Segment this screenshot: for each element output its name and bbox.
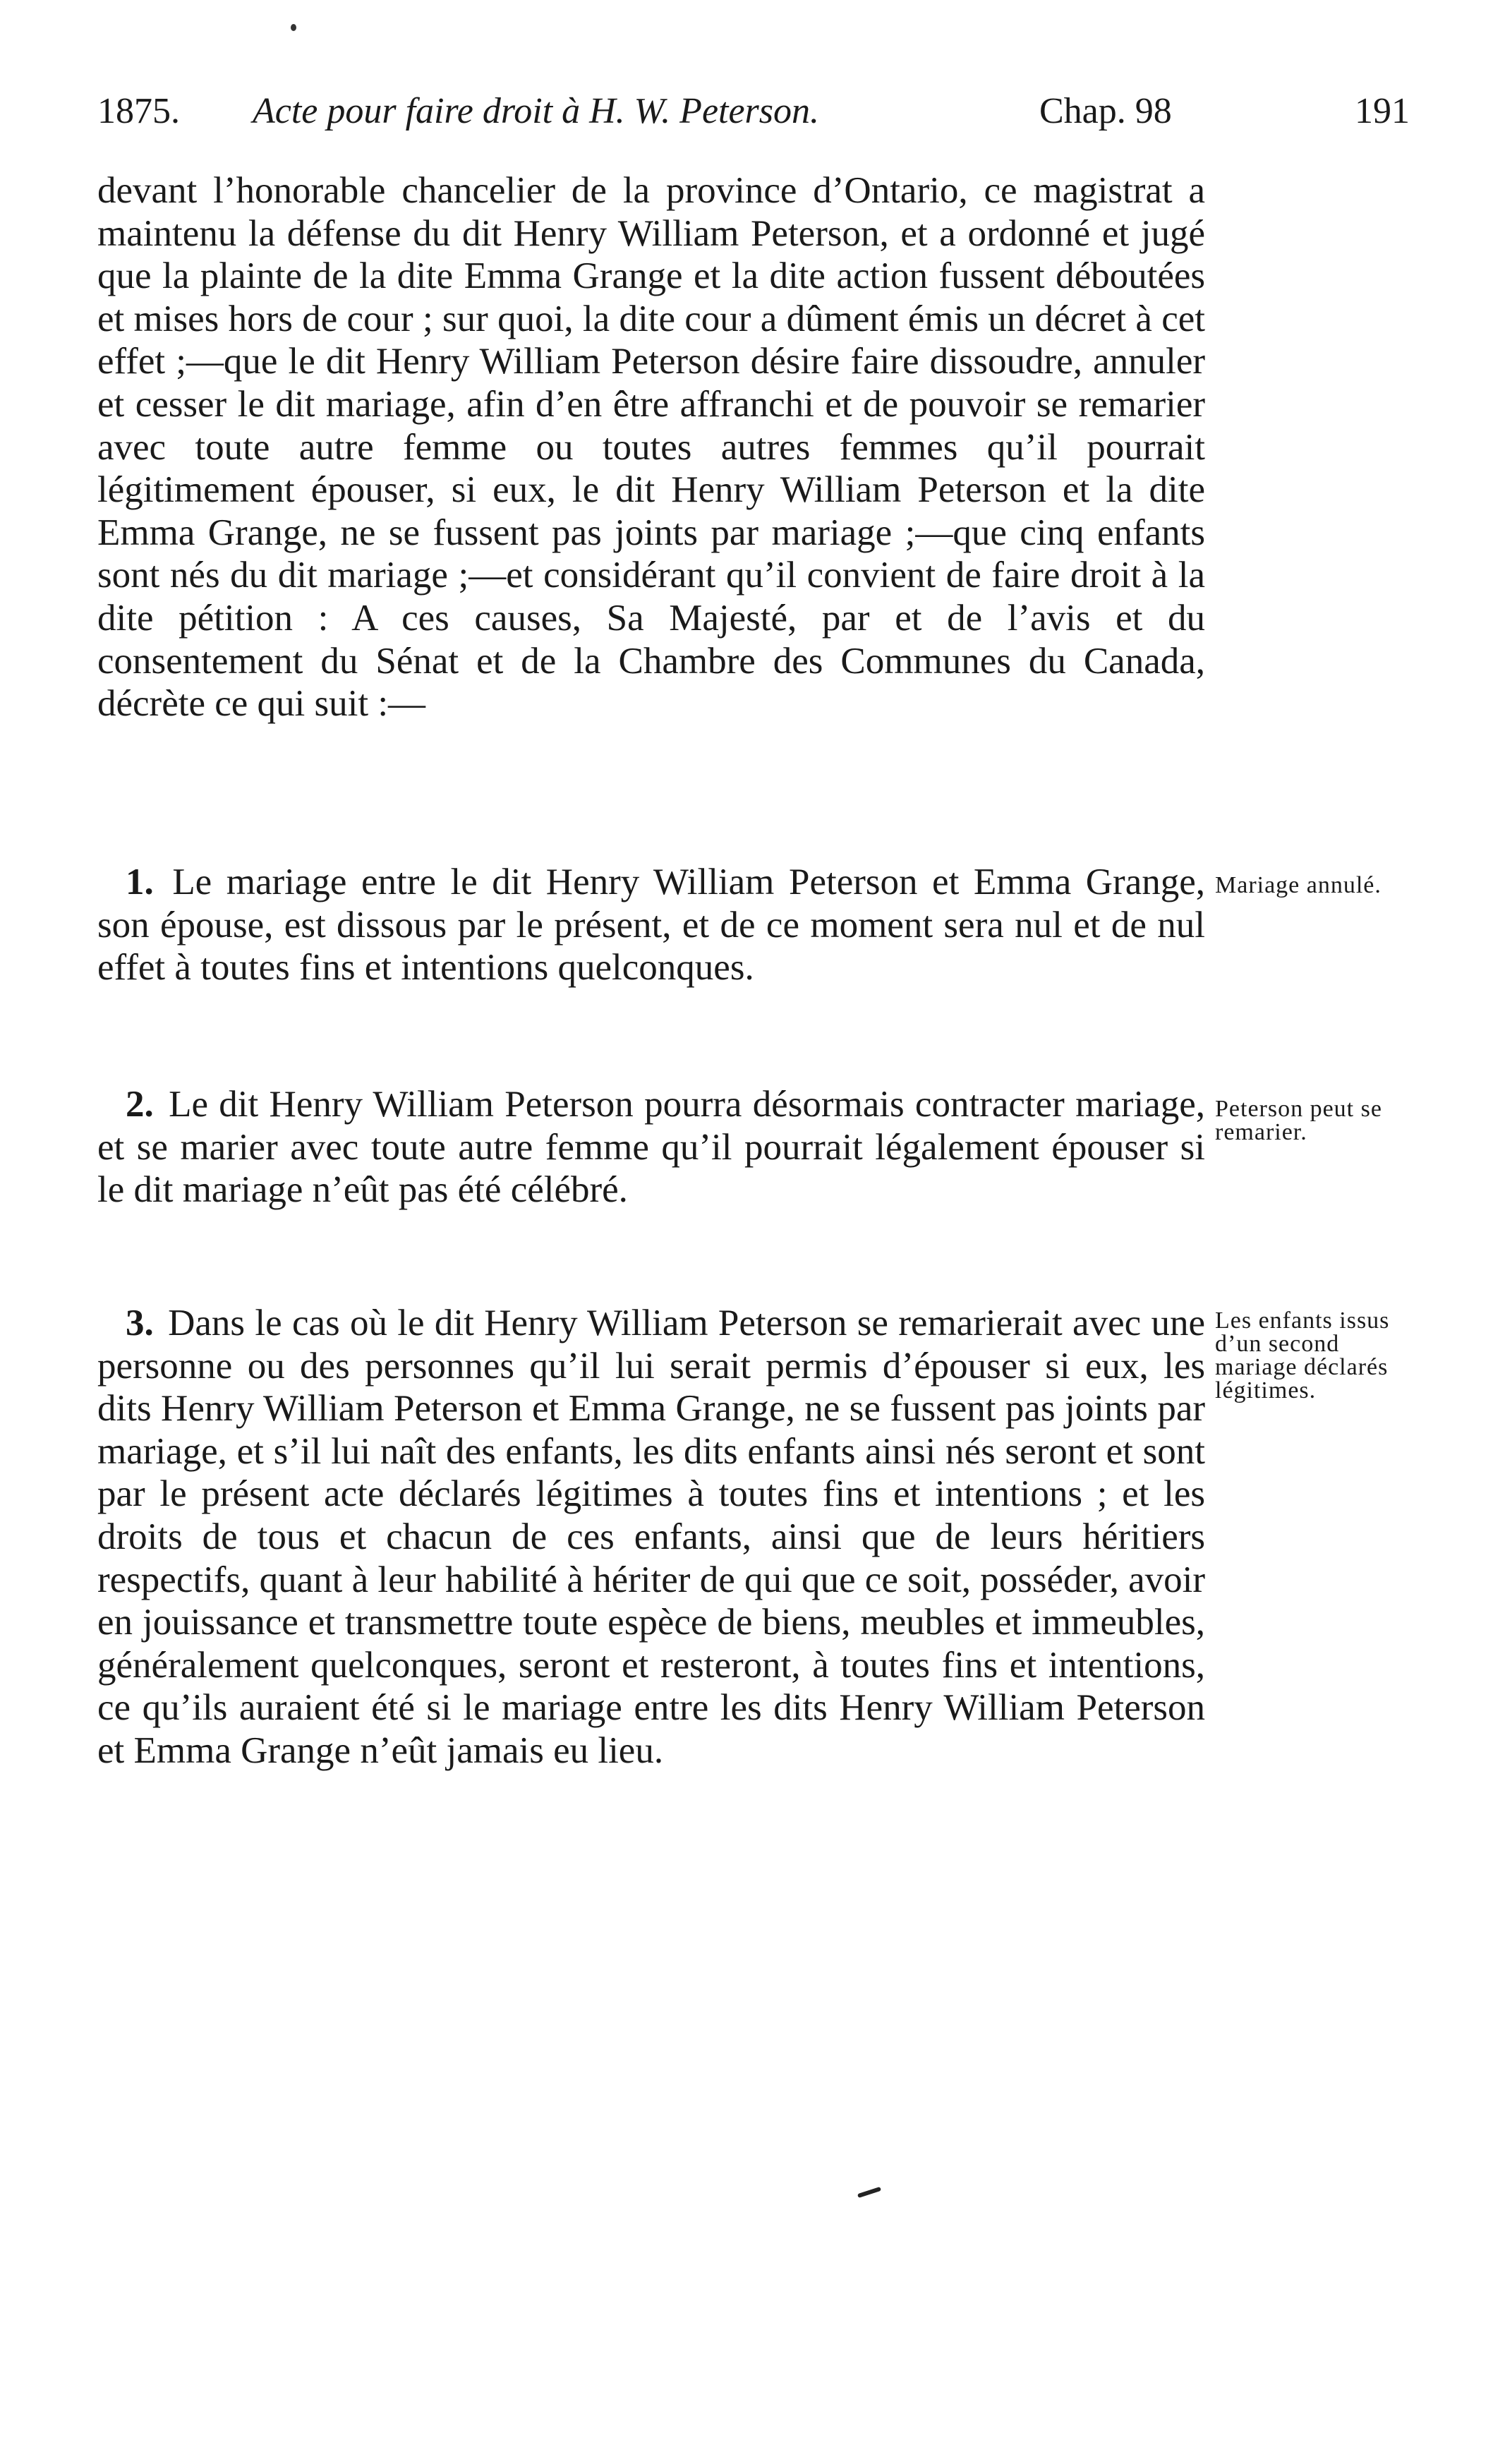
section-2 xyxy=(97,1083,1205,1212)
header-year: 1875. xyxy=(97,91,180,131)
header-page-number: 191 xyxy=(1355,91,1410,131)
preamble-paragraph: devant l’honorable chancelier de la province d’Ontario, ce magistrat a maintenu la défense du dit Henry William Peterson, et a ordonné et jugé que la plainte de la dite Emma Grange et la dite action fussent déboutées et mises hors de cour ; sur quoi, la dite cour a dûment émis un décret à cet effet ;—que le dit Henry William Peterson désire faire dissoudre, annuler et cesser le dit mariage, afin d’en être affranchi et de pouvoir se remarier avec toute autre femme ou toutes autres femmes qu’il pourrait légitimement épouser, si eux, le dit Henry William Peterson et la dite Emma Grange, ne se fussent pas joints par mariage ;—que cinq enfants sont nés du dit mariage ;—et considérant qu’il convient de faire droit à la dite pétition : A ces causes, Sa Majesté, par et de l’avis et du consentement du Sénat et de la Chambre des Communes du Canada, décrète ce qui suit :— xyxy=(97,170,1205,725)
header-chapter: Chap. 98 xyxy=(1039,91,1172,131)
section-1 xyxy=(97,861,1205,989)
marginal-note-2: Peterson peut se remarier. xyxy=(1215,1096,1382,1145)
ink-speck xyxy=(291,24,296,31)
section-number: 3. xyxy=(126,1303,154,1343)
running-header xyxy=(97,83,1410,140)
ink-mark xyxy=(857,2187,881,2198)
section-text: Le mariage entre le dit Henry William Peterson et Emma Grange, son épouse, est dissous par le présent, et de ce moment sera nul et de nul effet à toutes fins et intentions quelconques. xyxy=(97,862,1206,989)
marginal-note-1: Mariage annulé. xyxy=(1215,872,1382,898)
section-text: Le dit Henry William Peterson pourra désormais contracter mariage, et se marier avec toute autre femme qu’il pourrait légalement épouser si le dit mariage n’eût pas été célébré. xyxy=(97,1084,1206,1211)
marginal-note-3: Les enfants issus d’un second mariage déclarés légitimes. xyxy=(1215,1308,1390,1403)
section-3 xyxy=(97,1302,1205,1772)
header-act-title: Acte pour faire droit à H. W. Peterson. xyxy=(253,91,820,131)
section-text: Dans le cas où le dit Henry William Peterson se remarierait avec une personne ou des personnes qu’il lui serait permis d’épouser si eux, les dits Henry William Peterson et Emma Grange, ne se fussent pas joints par mariage, et s’il lui naît des enfants, les dits enfants ainsi nés seront et sont par le présent acte déclarés légitimes à toutes fins et intentions ; et les droits de tous et chacun de ces enfants, ainsi que de leurs héritiers respectifs, quant à leur habilité à hériter de qui que ce soit, posséder, avoir en jouissance et transmettre toute espèce de biens, meubles et immeubles, généralement quelconques, seront et resteront, à toutes fins et intentions, ce qu’ils auraient été si le mariage entre les dits Henry William Peterson et Emma Grange n’eût jamais eu lieu. xyxy=(97,1303,1205,1771)
section-number: 1. xyxy=(126,862,154,902)
section-number: 2. xyxy=(126,1084,154,1125)
